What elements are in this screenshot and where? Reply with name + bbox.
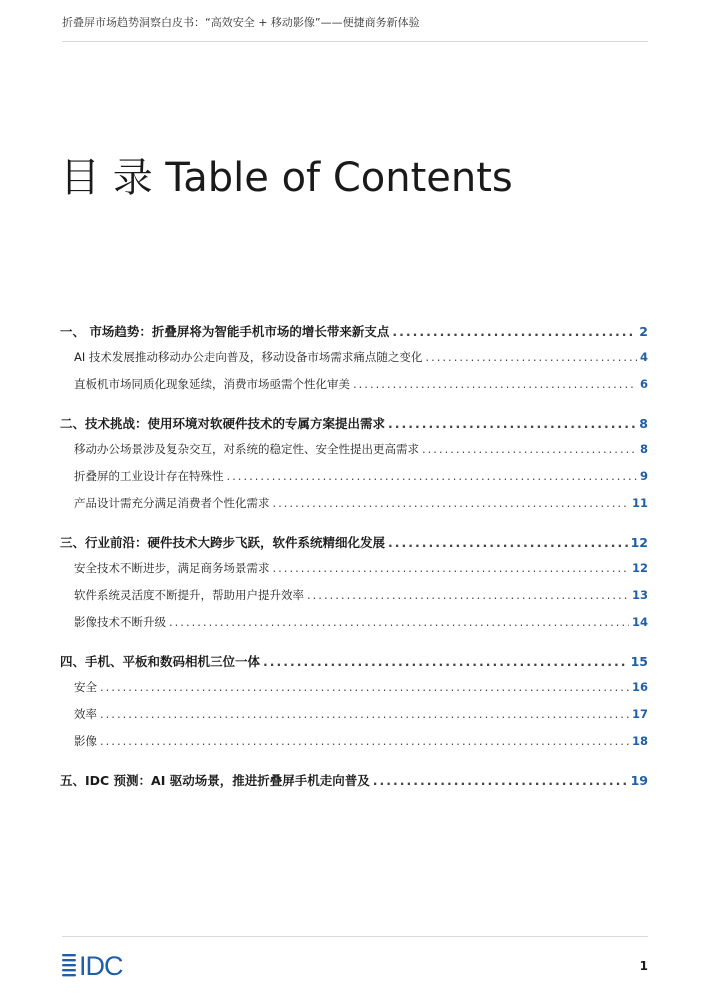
toc-subsection-entry[interactable] <box>60 560 648 587</box>
toc-entry-title: 安全技术不断进步，满足商务场景需求 <box>74 561 270 575</box>
toc-page-number: 14 <box>631 615 648 629</box>
toc-page-number: 6 <box>639 377 648 391</box>
toc-page-number: 17 <box>631 707 648 721</box>
toc-entry-title: 折叠屏的工业设计存在特殊性 <box>74 469 224 483</box>
toc-section-entry[interactable] <box>60 652 648 679</box>
toc-dot-leader <box>273 561 629 575</box>
toc-subsection-entry[interactable] <box>60 349 648 376</box>
toc-page-number: 11 <box>631 496 648 510</box>
toc-subsection-entry[interactable] <box>60 733 648 760</box>
toc-subsection-entry[interactable] <box>60 376 648 403</box>
toc-entry-title: AI 技术发展推动移动办公走向普及，移动设备市场需求痛点随之变化 <box>74 350 423 364</box>
footer-divider <box>62 936 648 937</box>
toc-entry-title: 软件系统灵活度不断提升，帮助用户提升效率 <box>74 588 304 602</box>
toc-entry-title: 直板机市场同质化现象延续，消费市场亟需个性化审美 <box>74 377 350 391</box>
running-header: 折叠屏市场趋势洞察白皮书：“高效安全 + 移动影像”——便捷商务新体验 <box>62 14 648 42</box>
toc-section-entry[interactable] <box>60 322 648 349</box>
toc-page-number: 15 <box>630 654 648 669</box>
toc-entry-title: 效率 <box>74 707 97 721</box>
toc-entry-title: 产品设计需充分满足消费者个性化需求 <box>74 496 270 510</box>
idc-logo-text: IDC <box>79 951 123 978</box>
toc-subsection-entry[interactable] <box>60 468 648 495</box>
idc-logo-mark-icon <box>62 954 76 976</box>
table-of-contents <box>60 322 648 798</box>
toc-page-number: 4 <box>639 350 648 364</box>
page-title: 目 录 Table of Contents <box>60 155 513 201</box>
toc-section-entry[interactable] <box>60 533 648 560</box>
toc-page-number: 8 <box>639 416 648 431</box>
page-number: 1 <box>639 959 648 973</box>
toc-dot-leader <box>263 654 628 669</box>
toc-entry-title: 一、 市场趋势：折叠屏将为智能手机市场的增长带来新支点 <box>60 324 390 339</box>
toc-dot-leader <box>388 416 636 431</box>
toc-page-number: 13 <box>631 588 648 602</box>
toc-section-entry[interactable] <box>60 771 648 798</box>
toc-entry-title: 四、手机、平板和数码相机三位一体 <box>60 654 261 669</box>
toc-page-number: 18 <box>631 734 648 748</box>
toc-entry-title: 二、技术挑战：使用环境对软硬件技术的专属方案提出需求 <box>60 416 386 431</box>
toc-dot-leader <box>373 773 628 788</box>
toc-dot-leader <box>100 680 629 694</box>
toc-dot-leader <box>388 535 628 550</box>
toc-entry-title: 三、行业前沿：硬件技术大跨步飞跃，软件系统精细化发展 <box>60 535 386 550</box>
toc-page-number: 12 <box>631 561 648 575</box>
toc-page-number: 8 <box>639 442 648 456</box>
toc-entry-title: 移动办公场景涉及复杂交互，对系统的稳定性、安全性提出更高需求 <box>74 442 419 456</box>
toc-subsection-entry[interactable] <box>60 441 648 468</box>
toc-dot-leader <box>227 469 637 483</box>
toc-dot-leader <box>100 734 629 748</box>
toc-subsection-entry[interactable] <box>60 679 648 706</box>
toc-entry-title: 影像 <box>74 734 97 748</box>
toc-dot-leader <box>425 350 637 364</box>
toc-page-number: 19 <box>630 773 648 788</box>
toc-subsection-entry[interactable] <box>60 614 648 641</box>
toc-entry-title: 五、IDC 预测：AI 驱动场景，推进折叠屏手机走向普及 <box>60 773 370 788</box>
toc-dot-leader <box>422 442 637 456</box>
idc-logo <box>62 950 152 978</box>
toc-subsection-entry[interactable] <box>60 495 648 522</box>
toc-section-entry[interactable] <box>60 414 648 441</box>
toc-entry-title: 影像技术不断升级 <box>74 615 166 629</box>
toc-page-number: 2 <box>639 324 648 339</box>
toc-entry-title: 安全 <box>74 680 97 694</box>
toc-dot-leader <box>307 588 629 602</box>
toc-dot-leader <box>100 707 629 721</box>
toc-dot-leader <box>353 377 637 391</box>
toc-page-number: 9 <box>639 469 648 483</box>
toc-page-number: 12 <box>630 535 648 550</box>
toc-dot-leader <box>169 615 629 629</box>
toc-page-number: 16 <box>631 680 648 694</box>
toc-dot-leader <box>392 324 636 339</box>
toc-subsection-entry[interactable] <box>60 706 648 733</box>
toc-dot-leader <box>273 496 629 510</box>
toc-subsection-entry[interactable] <box>60 587 648 614</box>
